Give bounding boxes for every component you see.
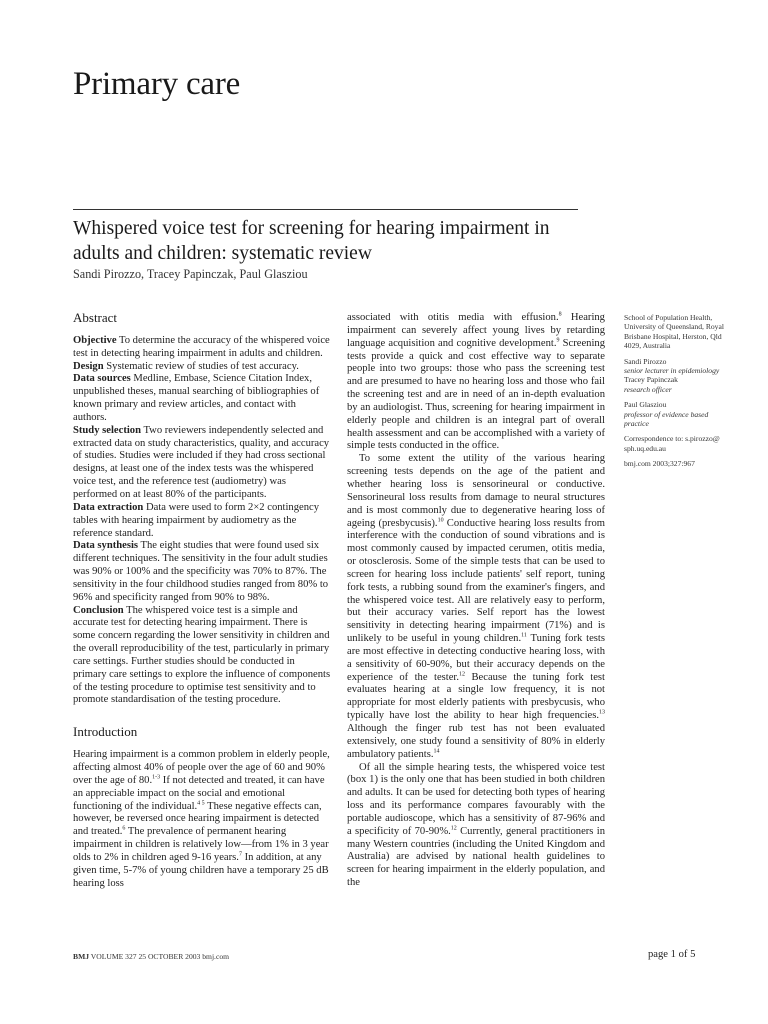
reference-marker: 1-3: [152, 774, 161, 781]
abstract-label: Data synthesis: [73, 540, 139, 552]
abstract-text: To determine the accuracy of the whispered voice test in detecting hearing impairment in adults and children.: [73, 334, 330, 359]
correspondence-email[interactable]: sph.uq.edu.au: [624, 443, 666, 453]
abstract-text: Data were used to form 2×2 contingency tables with hearing impairment by audiometry as the reference standard.: [73, 501, 320, 539]
author-name: Paul Glasziou: [624, 400, 667, 410]
reference-marker: 11: [521, 632, 527, 639]
author-role: senior lecturer in epidemiology: [624, 366, 720, 376]
abstract-study-selection: [73, 425, 331, 502]
article-authors: Sandi Pirozzo, Tracey Papinczak, Paul Glasziou: [73, 267, 308, 281]
reference-marker: 8: [558, 311, 562, 318]
body-paragraph: [347, 762, 605, 890]
section-heading: Primary care: [73, 66, 241, 102]
text-run: Currently, general practitioners in many Western countries (including the United Kingdom and Australia) are advised by national health guidelines to screen for hearing impairment in the elderly population, and the: [347, 825, 605, 889]
abstract-label: Data extraction: [73, 501, 144, 513]
text-run: In addition, at any given time, 5-7% of young children have a temporary 25 dB hearing loss: [73, 851, 329, 889]
abstract-conclusion: [73, 605, 331, 708]
affiliation: School of Population Health, University of Queensland, Royal Brisbane Hospital, Herston, Qld 4029, Australia: [624, 313, 724, 351]
abstract-heading: Abstract: [73, 310, 118, 325]
reference-marker: 13: [599, 709, 605, 716]
author-name: Sandi Pirozzo: [624, 356, 667, 366]
reference-marker: 4 5: [197, 800, 205, 806]
author-info: [624, 357, 724, 395]
abstract-label: Design: [73, 360, 104, 372]
abstract-label: Study selection: [73, 424, 141, 436]
abstract-text: Medline, Embase, Science Citation Index, unpublished theses, manual searching of bibliographies of known primary and review articles, and contact with authors.: [73, 373, 320, 423]
text-run: Screening tests provide a quick and cost effective way to separate people into two groups: those who pass the screening test and are presumed to have no hearing loss and those who fail the screening test and are in need of an in-depth evaluation by an audiologist. Thus, screening for hearing impairment in elderly people and children is an integral part of overall health assessment and can be accomplished with a variety of simple tests conducted in the office.: [347, 337, 605, 452]
abstract-data-synthesis: [73, 540, 331, 604]
text-run: Tuning fork tests are most effective in detecting conductive hearing loss, with a sensitivity of 60-90%, but their accuracy depends on the experience of the tester.: [347, 633, 605, 683]
abstract-label: Data sources: [73, 373, 131, 385]
text-run: Although the finger rub test has not been evaluated extensively, one study found a sensitivity of 80% in elderly ambulatory patients.: [347, 723, 605, 760]
abstract-objective: [73, 335, 331, 361]
title-rule: [73, 209, 578, 210]
text-run: Because the tuning fork test evaluates hearing at a single low frequency, it is not appropriate for most elderly patients with presbycusis, who typically have lost the ability to hear high frequencies.: [347, 671, 605, 722]
journal-issue: VOLUME 327 25 OCTOBER 2003 bmj.com: [89, 952, 230, 961]
reference-marker: 7: [238, 851, 242, 858]
abstract-label: Conclusion: [73, 604, 124, 616]
text-run: Hearing impairment can severely affect young lives by retarding language acquisition and cognitive development.: [347, 312, 605, 349]
author-name: Tracey Papinczak: [624, 375, 678, 385]
body-paragraph: [347, 453, 605, 761]
reference-marker: 9: [556, 337, 560, 344]
reference-marker: 14: [433, 748, 440, 755]
reference-marker: 10: [437, 516, 444, 523]
abstract-label: Objective: [73, 334, 117, 346]
text-run: Hearing impairment is a common problem in elderly people, affecting almost 40% of people over the age of 60 and 90% over the age of 80.: [73, 749, 330, 786]
text-run: If not detected and treated, it can have an appreciable impact on the social and emotional functioning of the individual.: [73, 774, 325, 812]
footer-journal: [73, 952, 229, 961]
article-title: Whispered voice test for screening for hearing impairment in adults and children: systematic review: [73, 218, 550, 264]
right-column: [347, 312, 605, 890]
text-run: These negative effects can, however, be reversed once hearing impairment is detected and treated.: [73, 800, 322, 838]
abstract-body: [73, 335, 331, 707]
abstract-text: Two reviewers independently selected and extracted data on study characteristics, quality, and accuracy of studies. Studies were included if they had cross sectional designs, at least one of the index tests was the whispered voice test, and the reference test (audiometry) was performed on at least 80% of the participants.: [73, 424, 330, 500]
reference-marker: 6: [122, 825, 126, 832]
correspondence-label: Correspondence to: s.pirozzo@: [624, 434, 720, 444]
text-run: Of all the simple hearing tests, the whispered voice test (box 1) is the only one that has been studied in both children and adults. It can be used for detecting both types of hearing loss and its performance compares favourably with the portable audioscope, which has a sensitivity of 87-96% and a specificity of 70-90%.: [347, 761, 605, 837]
abstract-text: The whispered voice test is a simple and accurate test for detecting hearing impairment. There is some concern regarding the lower sensitivity in children and the overall reproducibility of the test, particularly in primary care settings. Further studies should be conducted in primary care settings to explore the influence of components of the testing procedure to optimise test sensitivity and to promote standardisation of the testing procedure.: [73, 604, 331, 706]
sidebar: [624, 313, 724, 475]
abstract-text: The eight studies that were found used six different techniques. The sensitivity in the four adult studies was 90% or 100% and the specificity was 70% to 87%. The sensitivity in the four childhood studies ranged from 80% to 96% and specificity ranged from 90% to 98%.: [73, 540, 329, 603]
journal-name: BMJ: [73, 952, 90, 961]
abstract-design: [73, 361, 331, 374]
abstract-text: Systematic review of studies of test accuracy.: [103, 360, 299, 372]
text-run: To some extent the utility of the various hearing screening tests depends on the age of the patient and whether hearing loss is sensorineural or conductive. Sensorineural loss results from damage to neural structures and is most commonly due to degenerative hearing loss of ageing (presbycusis).: [347, 453, 605, 529]
correspondence: [624, 434, 724, 453]
author-role: professor of evidence based practice: [624, 409, 709, 429]
text-run: associated with otitis media with effusion.: [347, 312, 559, 323]
left-column: [73, 312, 331, 890]
author-info: [624, 400, 724, 428]
text-run: The prevalence of permanent hearing impairment in children is relatively low—from 1% in 3 year olds to 2% in children aged 9-16 years.: [73, 826, 329, 863]
citation: bmj.com 2003;327:967: [624, 459, 695, 469]
introduction-heading: Introduction: [73, 724, 138, 740]
introduction-paragraph: [73, 749, 331, 890]
body-paragraph: [347, 312, 605, 453]
author-role: research officer: [624, 384, 672, 394]
reference-marker: 12: [459, 671, 466, 678]
abstract-data-sources: [73, 373, 331, 424]
page-number: page 1 of 5: [648, 949, 696, 960]
abstract-data-extraction: [73, 502, 331, 541]
reference-marker: 12: [450, 825, 457, 832]
text-run: Conductive hearing loss results from interference with the conduction of sound vibrations and is most commonly caused by impacted cerumen, otitis media, or otosclerosis. Some of the simple tests that can be used to screen for hearing loss include patients' self report, tuning fork tests, a rubbing sound from the examiner's fingers, and the whispered voice test. All are relatively easy to perform, but their accuracy varies. Self report has the lowest sensitivity in detecting hearing impairment (71%) and is unlikely to be useful in young children.: [347, 517, 605, 645]
